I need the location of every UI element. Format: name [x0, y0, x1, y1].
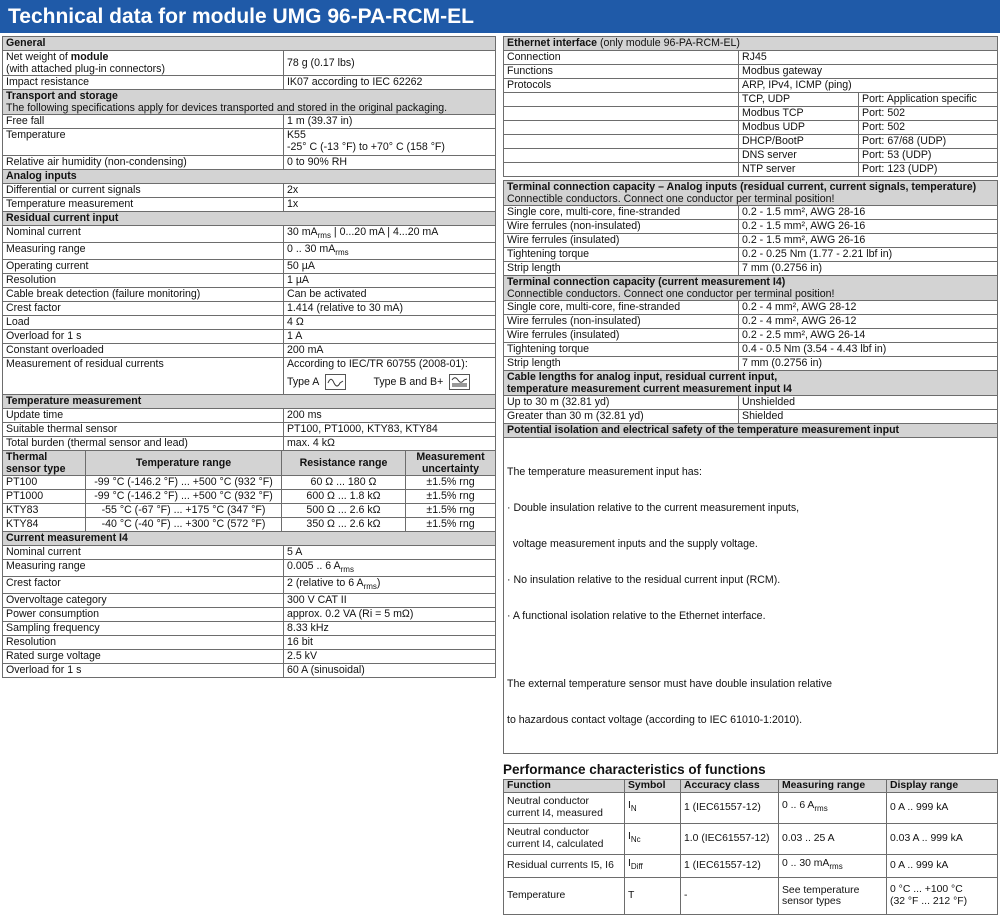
table-row — [3, 560, 496, 577]
table-row — [3, 184, 496, 198]
row-label: Load — [3, 316, 284, 330]
row-value: 5 A — [284, 546, 496, 560]
row-value-rest: | 0...20 mA | 4...20 mA — [330, 226, 439, 238]
row-value-line2: -25° C (-13 °F) to +70° C (158 °F) — [286, 141, 445, 153]
function-name: Neutral conductor — [507, 827, 590, 838]
row-label: Tightening torque — [504, 343, 739, 357]
table-row — [504, 824, 998, 855]
sensor-unc: ±1.5% rng — [406, 518, 496, 532]
unit-subscript: rms — [340, 565, 354, 575]
accuracy: 1 (IEC61557-12) — [681, 855, 779, 878]
section-heading: Transport and storage — [6, 90, 118, 102]
table-row — [504, 149, 998, 163]
row-label: Overload for 1 s — [3, 664, 284, 678]
isolation-line: The temperature measurement input has: — [507, 466, 702, 478]
table-row — [3, 51, 496, 76]
sensor-res: 600 Ω ... 1.8 kΩ — [282, 490, 406, 504]
accuracy: - — [681, 878, 779, 915]
performance-title: Performance characteristics of functions — [503, 762, 766, 777]
row-label: Crest factor — [3, 577, 284, 594]
row-label: Up to 30 m (32.81 yd) — [504, 396, 739, 410]
row-label: Protocols — [504, 79, 739, 93]
table-row — [3, 650, 496, 664]
symbol: I — [628, 831, 631, 843]
row-value: 2 (relative to 6 A — [287, 577, 364, 590]
row-label: Tightening torque — [504, 248, 739, 262]
table-row — [3, 243, 496, 260]
row-value: max. 4 kΩ — [283, 437, 495, 451]
table-row — [504, 135, 998, 149]
row-value: Unshielded — [739, 396, 998, 410]
row-label: Measurement of residual currents — [3, 358, 284, 395]
range-subscript: rms — [829, 862, 843, 872]
isolation-line: voltage measurement inputs and the supply voltage. — [507, 538, 758, 550]
row-label: Total burden (thermal sensor and lead) — [3, 437, 284, 451]
section-heading: Potential isolation and electrical safety of the temperature measurement input — [504, 424, 998, 438]
table-row — [504, 93, 998, 107]
table-row — [3, 546, 496, 560]
row-label: Update time — [3, 409, 284, 423]
section-cable-lengths — [504, 371, 998, 396]
row-label: Single core, multi-core, fine-stranded — [504, 206, 739, 220]
table-row — [3, 358, 496, 395]
unit-subscript: rms — [335, 248, 349, 258]
row-label-bold: module — [70, 51, 109, 63]
sensor-res: 350 Ω ... 2.6 kΩ — [282, 518, 406, 532]
symbol: I — [628, 800, 631, 812]
table-row — [3, 594, 496, 608]
section-heading: Temperature measurement — [3, 395, 496, 409]
row-value: 50 µA — [283, 260, 495, 274]
section-heading: Current measurement I4 — [3, 532, 496, 546]
row-value: According to IEC/TR 60755 (2008-01): — [286, 358, 468, 371]
row-label: Nominal current — [3, 226, 284, 243]
sensor-temp: -40 °C (-40 °F) ... +300 °C (572 °F) — [86, 518, 282, 532]
row-label: Sampling frequency — [3, 622, 284, 636]
sensor-type: PT100 — [3, 476, 86, 490]
isolation-line: · Double insulation relative to the current measurement inputs, — [507, 502, 800, 514]
row-value: 78 g (0.17 lbs) — [283, 51, 495, 76]
table-row — [504, 206, 998, 220]
header-range: Measuring range — [779, 780, 887, 793]
table-row — [3, 636, 496, 650]
measuring-range: 0.03 .. 25 A — [779, 824, 887, 855]
table-row — [3, 664, 496, 678]
protocol-port: Port: 123 (UDP) — [859, 163, 998, 177]
type-a-label: Type A — [286, 376, 319, 389]
row-value: 200 ms — [283, 409, 495, 423]
protocol-name: DNS server — [739, 149, 859, 163]
row-label: Rated surge voltage — [3, 650, 284, 664]
page-title: Technical data for module UMG 96-PA-RCM-EL — [8, 5, 474, 28]
table-row — [504, 301, 998, 315]
section-transport — [3, 90, 496, 115]
sensor-unc: ±1.5% rng — [406, 504, 496, 518]
row-label: Connection — [504, 51, 739, 65]
row-label: Operating current — [3, 260, 284, 274]
row-value: 16 bit — [284, 636, 496, 650]
row-value: Modbus gateway — [739, 65, 998, 79]
row-label: Suitable thermal sensor — [3, 423, 284, 437]
row-value: 2x — [283, 184, 495, 198]
table-row — [504, 315, 998, 329]
row-label: Functions — [504, 65, 739, 79]
row-value: Shielded — [739, 410, 998, 424]
left-column — [2, 36, 496, 678]
section-heading-note: (only module 96-PA-RCM-EL) — [597, 37, 740, 49]
table-row — [3, 226, 496, 243]
section-analog — [3, 170, 496, 184]
table-row — [504, 357, 998, 371]
table-row — [504, 396, 998, 410]
protocol-port: Port: Application specific — [859, 93, 998, 107]
row-value: 0 .. 30 mA — [286, 243, 336, 256]
display-range: 0.03 A .. 999 kA — [887, 824, 998, 855]
row-label: Crest factor — [3, 302, 284, 316]
header-accuracy: Accuracy class — [681, 780, 779, 793]
row-value: 1x — [283, 198, 495, 212]
row-value: PT100, PT1000, KTY83, KTY84 — [283, 423, 495, 437]
header-temperature-range: Temperature range — [86, 451, 282, 476]
ethernet-table — [503, 36, 998, 177]
protocol-port: Port: 502 — [859, 121, 998, 135]
table-row — [3, 608, 496, 622]
table-row — [504, 855, 998, 878]
row-label: Impact resistance — [3, 76, 284, 90]
row-label: Relative air humidity (non-condensing) — [3, 156, 284, 170]
range-subscript: rms — [814, 804, 828, 814]
row-value: 0.2 - 4 mm², AWG 28-12 — [739, 301, 998, 315]
table-row — [504, 121, 998, 135]
table-row — [3, 476, 496, 490]
table-row — [504, 79, 998, 93]
sensor-type: KTY83 — [3, 504, 86, 518]
sensor-unc: ±1.5% rng — [406, 476, 496, 490]
table-row — [504, 343, 998, 357]
protocol-port: Port: 53 (UDP) — [859, 149, 998, 163]
protocol-port: Port: 67/68 (UDP) — [859, 135, 998, 149]
table-row — [3, 490, 496, 504]
table-row — [3, 344, 496, 358]
row-label: Overload for 1 s — [3, 330, 284, 344]
row-value: 300 V CAT II — [284, 594, 496, 608]
row-label: Resolution — [3, 274, 284, 288]
row-label: Wire ferrules (insulated) — [504, 234, 739, 248]
type-b-symbol-icon — [449, 374, 470, 390]
unit-subscript: rms — [363, 582, 377, 592]
isolation-text-row — [504, 438, 998, 754]
isolation-note-line2: to hazardous contact voltage (according to IEC 61010-1:2010). — [507, 714, 803, 726]
row-label: Differential or current signals — [3, 184, 284, 198]
row-value: approx. 0.2 VA (Ri = 5 mΩ) — [284, 608, 496, 622]
row-value: 1 m (39.37 in) — [283, 115, 495, 129]
section-heading: General — [3, 37, 496, 51]
display-range: 0 °C ... +100 °C — [890, 884, 963, 895]
sensor-table-header — [3, 451, 496, 476]
right-column — [503, 36, 998, 915]
table-row — [3, 518, 496, 532]
row-label: Measuring range — [3, 560, 284, 577]
sensor-temp: -99 °C (-146.2 °F) ... +500 °C (932 °F) — [86, 476, 282, 490]
table-row — [3, 302, 496, 316]
symbol: T — [625, 878, 681, 915]
sensor-table — [2, 450, 496, 532]
table-row — [504, 234, 998, 248]
row-label: Net weight of — [6, 51, 71, 63]
title-bar — [0, 0, 1000, 33]
table-row — [3, 622, 496, 636]
sensor-type: PT1000 — [3, 490, 86, 504]
row-value: 0.2 - 2.5 mm², AWG 26-14 — [739, 329, 998, 343]
row-value: 0.2 - 1.5 mm², AWG 28-16 — [739, 206, 998, 220]
performance-header — [504, 780, 998, 793]
header-resistance-range: Resistance range — [282, 451, 406, 476]
protocol-name: Modbus UDP — [739, 121, 859, 135]
function-name: Neutral conductor — [507, 796, 590, 807]
display-range: 0 A .. 999 kA — [887, 793, 998, 824]
section-current-i4 — [3, 532, 496, 546]
table-row — [504, 220, 998, 234]
type-a-symbol-icon — [325, 374, 346, 390]
table-row — [3, 577, 496, 594]
table-row — [3, 129, 496, 156]
section-terminal-analog — [504, 181, 998, 206]
section-heading: Terminal connection capacity – Analog inputs (residual current, current signals, temperature) — [507, 181, 977, 193]
row-value: 30 mA — [286, 226, 318, 238]
row-value: 1.414 (relative to 30 mA) — [283, 302, 495, 316]
function-name-line2: current I4, measured — [507, 808, 603, 819]
row-value: 1 A — [283, 330, 495, 344]
table-row — [3, 260, 496, 274]
table-row — [504, 163, 998, 177]
protocol-name: Modbus TCP — [739, 107, 859, 121]
section-temperature — [3, 395, 496, 409]
sensor-temp: -55 °C (-67 °F) ... +175 °C (347 °F) — [86, 504, 282, 518]
function-name: Temperature — [504, 878, 625, 915]
section-heading: Ethernet interface — [507, 37, 598, 49]
sensor-res: 500 Ω ... 2.6 kΩ — [282, 504, 406, 518]
table-row — [504, 329, 998, 343]
header-function: Function — [504, 780, 625, 793]
accuracy: 1.0 (IEC61557-12) — [681, 824, 779, 855]
row-label: Overvoltage category — [3, 594, 284, 608]
protocol-name: DHCP/BootP — [739, 135, 859, 149]
isolation-line: · No insulation relative to the residual current input (RCM). — [507, 574, 781, 586]
measuring-range: See temperature sensor types — [779, 878, 887, 915]
row-label: Wire ferrules (insulated) — [504, 329, 739, 343]
header-sensor-type: Thermal sensor type — [3, 451, 86, 476]
symbol: I — [628, 858, 631, 870]
performance-table — [503, 779, 998, 915]
protocol-name: TCP, UDP — [739, 93, 859, 107]
header-uncertainty: Measurement uncertainty — [406, 451, 496, 476]
sensor-res: 60 Ω ... 180 Ω — [282, 476, 406, 490]
section-isolation — [504, 424, 998, 438]
unit-subscript: rms — [317, 231, 331, 241]
table-row — [3, 330, 496, 344]
section-ethernet — [504, 37, 998, 51]
protocol-port: Port: 502 — [859, 107, 998, 121]
spec-table-i4 — [2, 531, 496, 678]
sensor-type: KTY84 — [3, 518, 86, 532]
row-label: Temperature — [3, 129, 284, 156]
row-value: 0.2 - 0.25 Nm (1.77 - 2.21 lbf in) — [739, 248, 998, 262]
section-subheading: Connectible conductors. Connect one conductor per terminal position! — [507, 288, 835, 300]
row-label: Nominal current — [3, 546, 284, 560]
spec-table-left — [2, 36, 496, 451]
display-range-line2: (32 °F ... 212 °F) — [890, 896, 968, 907]
row-value: 0.4 - 0.5 Nm (3.54 - 4.43 lbf in) — [739, 343, 998, 357]
measuring-range: 0 .. 6 A — [782, 800, 815, 812]
row-label: Resolution — [3, 636, 284, 650]
measuring-range: 0 .. 30 mA — [782, 858, 830, 870]
type-b-label: Type B and B+ — [373, 376, 444, 389]
table-row — [504, 65, 998, 79]
section-subheading: Connectible conductors. Connect one conductor per terminal position! — [507, 193, 835, 205]
row-label: Wire ferrules (non-insulated) — [504, 315, 739, 329]
isolation-note: The external temperature sensor must have double insulation relative — [507, 678, 833, 690]
table-row — [3, 274, 496, 288]
row-label: Greater than 30 m (32.81 yd) — [504, 410, 739, 424]
row-label: Measuring range — [3, 243, 284, 260]
table-row — [3, 316, 496, 330]
row-value: 4 Ω — [283, 316, 495, 330]
display-range: 0 A .. 999 kA — [887, 855, 998, 878]
section-heading: Analog inputs — [3, 170, 496, 184]
sensor-unc: ±1.5% rng — [406, 490, 496, 504]
table-row — [3, 76, 496, 90]
table-row — [3, 288, 496, 302]
row-value: K55 — [286, 129, 306, 141]
function-name: Residual currents I5, I6 — [504, 855, 625, 878]
section-heading: Cable lengths for analog input, residual current input, — [507, 371, 778, 383]
row-value: 8.33 kHz — [284, 622, 496, 636]
symbol-subscript: Diff — [630, 862, 643, 872]
row-label: Wire ferrules (non-insulated) — [504, 220, 739, 234]
symbol-subscript: Nc — [630, 835, 641, 845]
row-value: 60 A (sinusoidal) — [284, 664, 496, 678]
row-value-rest: ) — [376, 577, 381, 590]
row-value: IK07 according to IEC 62262 — [283, 76, 495, 90]
row-label: Strip length — [504, 357, 739, 371]
row-value: 1 µA — [283, 274, 495, 288]
table-row — [504, 262, 998, 276]
table-row — [504, 878, 998, 915]
row-value: 7 mm (0.2756 in) — [739, 357, 998, 371]
row-label: Power consumption — [3, 608, 284, 622]
section-heading: Residual current input — [3, 212, 496, 226]
table-row — [504, 410, 998, 424]
section-subheading: The following specifications apply for devices transported and stored in the original packaging. — [6, 102, 448, 114]
row-value: RJ45 — [739, 51, 998, 65]
table-row — [3, 409, 496, 423]
symbol-subscript: N — [630, 804, 637, 814]
row-value: 0.2 - 4 mm², AWG 26-12 — [739, 315, 998, 329]
protocol-name: NTP server — [739, 163, 859, 177]
row-label: Temperature measurement — [3, 198, 284, 212]
table-row — [504, 51, 998, 65]
row-value: ARP, IPv4, ICMP (ping) — [739, 79, 998, 93]
table-row — [504, 107, 998, 121]
header-display: Display range — [887, 780, 998, 793]
row-value: 7 mm (0.2756 in) — [739, 262, 998, 276]
function-name-line2: current I4, calculated — [507, 839, 604, 850]
section-residual — [3, 212, 496, 226]
row-label: Cable break detection (failure monitoring) — [3, 288, 284, 302]
table-row — [3, 115, 496, 129]
row-value: 2.5 kV — [284, 650, 496, 664]
terminal-analog-table — [503, 180, 998, 754]
section-terminal-i4 — [504, 276, 998, 301]
header-symbol: Symbol — [625, 780, 681, 793]
table-row — [3, 423, 496, 437]
row-label-line2: (with attached plug-in connectors) — [6, 63, 165, 75]
section-general — [3, 37, 496, 51]
table-row — [3, 504, 496, 518]
row-value: 0.005 .. 6 A — [287, 560, 341, 573]
row-value: 200 mA — [283, 344, 495, 358]
row-label: Free fall — [3, 115, 284, 129]
accuracy: 1 (IEC61557-12) — [681, 793, 779, 824]
table-row — [3, 198, 496, 212]
table-row — [504, 793, 998, 824]
table-row — [3, 156, 496, 170]
table-row — [3, 437, 496, 451]
row-value: Can be activated — [283, 288, 495, 302]
table-row — [504, 248, 998, 262]
section-heading-line2: temperature measurement current measurement input I4 — [507, 383, 792, 395]
section-heading: Terminal connection capacity (current measurement I4) — [507, 276, 786, 288]
row-label: Strip length — [504, 262, 739, 276]
isolation-line: · A functional isolation relative to the Ethernet interface. — [507, 610, 766, 622]
row-label: Constant overloaded — [3, 344, 284, 358]
row-value: 0.2 - 1.5 mm², AWG 26-16 — [739, 234, 998, 248]
row-value: 0 to 90% RH — [283, 156, 495, 170]
sensor-temp: -99 °C (-146.2 °F) ... +500 °C (932 °F) — [86, 490, 282, 504]
row-label: Single core, multi-core, fine-stranded — [504, 301, 739, 315]
row-value: 0.2 - 1.5 mm², AWG 26-16 — [739, 220, 998, 234]
